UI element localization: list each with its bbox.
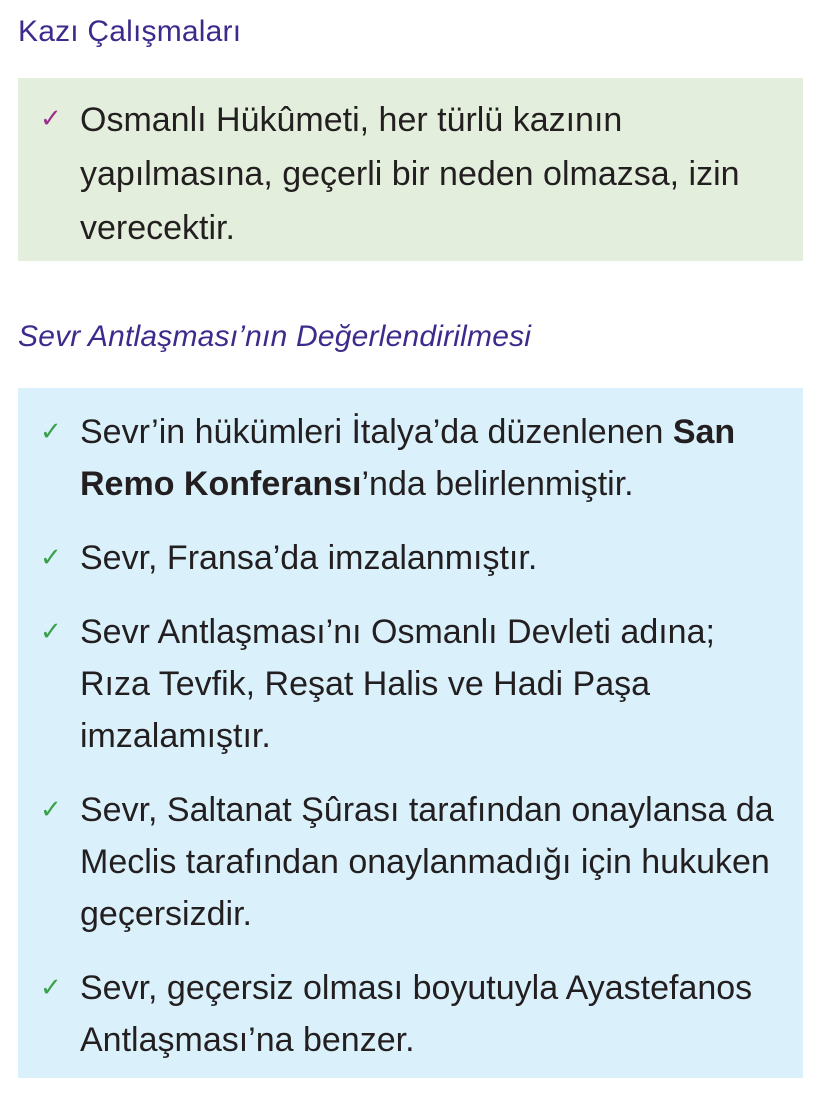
list-item-text: Sevr, geçersiz olması boyutuyla Ayastefanos Antlaşması’na benzer. bbox=[80, 969, 753, 1059]
check-icon: ✓ bbox=[40, 617, 62, 647]
list-item bbox=[40, 784, 789, 940]
list-item-text: Sevr, Saltanat Şûrası tarafından onaylansa da Meclis tarafından onaylanmadığı için hukuken geçersizdir. bbox=[80, 791, 774, 933]
list-item-text: Sevr Antlaşması’nı Osmanlı Devleti adına; Rıza Tevfik, Reşat Halis ve Hadi Paşa imzalamıştır. bbox=[80, 613, 715, 755]
check-icon: ✓ bbox=[40, 795, 62, 825]
check-icon: ✓ bbox=[40, 973, 62, 1003]
sevr-degerlendirme-box bbox=[18, 388, 803, 1078]
kazi-calismalari-box bbox=[18, 78, 803, 261]
bold-term-san-remo: San Remo Konferansı bbox=[80, 413, 736, 503]
list-item-text: Sevr, Fransa’da imzalanmıştır. bbox=[80, 539, 538, 577]
text-segment: Sevr’in hükümleri İtalya’da düzenlenen bbox=[80, 413, 673, 451]
check-icon: ✓ bbox=[40, 104, 62, 134]
list-item-text: Osmanlı Hükûmeti, her türlü kazının yapılmasına, geçerli bir neden olmazsa, izin verecektir. bbox=[80, 101, 740, 247]
text-segment: ’nda belirlenmiştir. bbox=[361, 465, 634, 503]
list-item bbox=[40, 93, 783, 255]
check-icon: ✓ bbox=[40, 543, 62, 573]
list-item bbox=[40, 606, 789, 762]
list-item bbox=[40, 962, 789, 1066]
list-item-text bbox=[80, 406, 789, 510]
list-item bbox=[40, 532, 789, 584]
list-item bbox=[40, 406, 789, 510]
check-icon: ✓ bbox=[40, 417, 62, 447]
section-heading-kazi-calismalari: Kazı Çalışmaları bbox=[18, 15, 242, 48]
section-heading-sevr-degerlendirme: Sevr Antlaşması’nın Değerlendirilmesi bbox=[18, 320, 532, 353]
